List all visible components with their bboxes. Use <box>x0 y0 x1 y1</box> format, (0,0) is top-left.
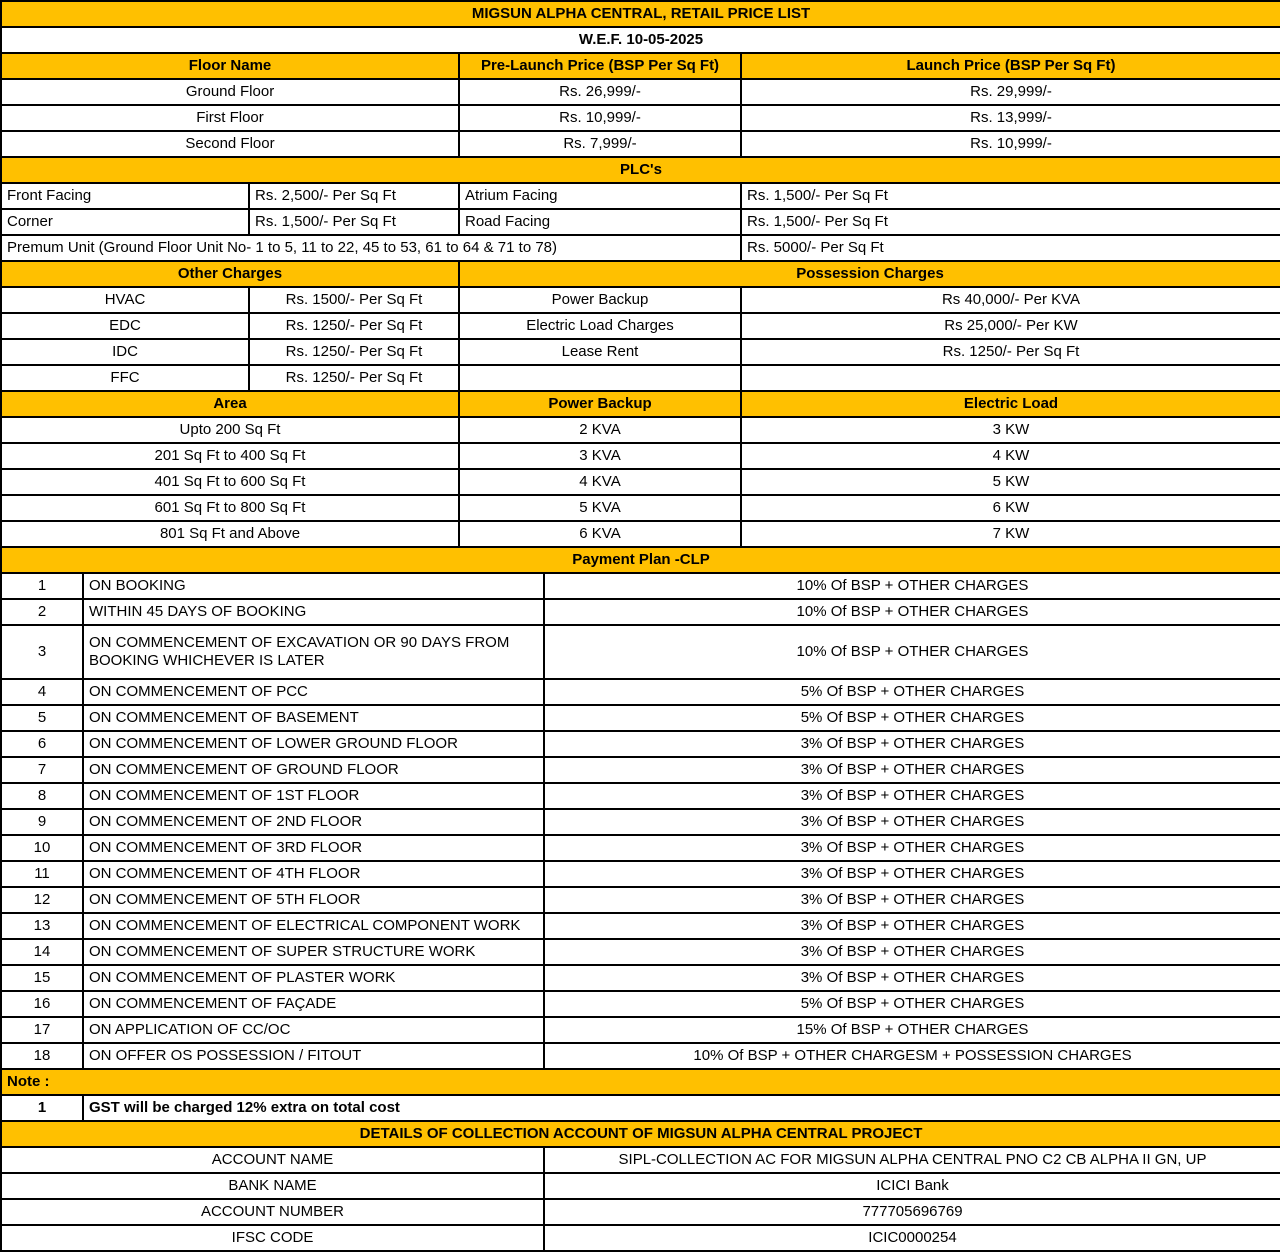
cell-payment-desc: ON COMMENCEMENT OF GROUND FLOOR <box>83 757 544 783</box>
table-row <box>1 365 1280 391</box>
payment-row <box>1 861 1280 887</box>
payment-row <box>1 705 1280 731</box>
cell-plc-label: Corner <box>1 209 249 235</box>
wef-row <box>1 27 1280 53</box>
title-row <box>1 1 1280 27</box>
cell-payment-no: 15 <box>1 965 83 991</box>
cell-kw: 4 KW <box>741 443 1280 469</box>
cell-payment-desc: ON COMMENCEMENT OF PCC <box>83 679 544 705</box>
cell-payment-no: 18 <box>1 1043 83 1069</box>
cell-charge-label: EDC <box>1 313 249 339</box>
cell-payment-no: 6 <box>1 731 83 757</box>
cell-pre-launch-price: Rs. 26,999/- <box>459 79 741 105</box>
cell-floor-name: First Floor <box>1 105 459 131</box>
cell-payment-desc: ON COMMENCEMENT OF BASEMENT <box>83 705 544 731</box>
cell-possession-label: Power Backup <box>459 287 741 313</box>
account-row <box>1 1173 1280 1199</box>
payment-row <box>1 1043 1280 1069</box>
cell-payment-no: 1 <box>1 573 83 599</box>
cell-kw: 5 KW <box>741 469 1280 495</box>
floor-header-row <box>1 53 1280 79</box>
payment-row <box>1 731 1280 757</box>
cell-payment-no: 4 <box>1 679 83 705</box>
cell-area: 201 Sq Ft to 400 Sq Ft <box>1 443 459 469</box>
payment-row <box>1 835 1280 861</box>
cell-payment-value: 10% Of BSP + OTHER CHARGES <box>544 573 1280 599</box>
table-row <box>1 209 1280 235</box>
payment-row <box>1 573 1280 599</box>
cell-payment-value: 10% Of BSP + OTHER CHARGES <box>544 599 1280 625</box>
cell-payment-no: 9 <box>1 809 83 835</box>
cell-payment-no: 13 <box>1 913 83 939</box>
cell-payment-desc: ON COMMENCEMENT OF 3RD FLOOR <box>83 835 544 861</box>
cell-payment-no: 11 <box>1 861 83 887</box>
table-row <box>1 469 1280 495</box>
cell-plc-price: Rs. 1,500/- Per Sq Ft <box>741 209 1280 235</box>
cell-payment-desc: ON COMMENCEMENT OF PLASTER WORK <box>83 965 544 991</box>
payment-row <box>1 679 1280 705</box>
table-row <box>1 495 1280 521</box>
table-row <box>1 313 1280 339</box>
cell-charge-value: Rs. 1500/- Per Sq Ft <box>249 287 459 313</box>
table-row <box>1 417 1280 443</box>
cell-payment-no: 16 <box>1 991 83 1017</box>
cell-payment-no: 10 <box>1 835 83 861</box>
cell-plc-price: Rs. 1,500/- Per Sq Ft <box>249 209 459 235</box>
payment-row <box>1 599 1280 625</box>
wef-date: W.E.F. 10-05-2025 <box>1 27 1280 53</box>
plc-header-row <box>1 157 1280 183</box>
cell-payment-desc: ON COMMENCEMENT OF ELECTRICAL COMPONENT WORK <box>83 913 544 939</box>
section-header-collection-account: DETAILS OF COLLECTION ACCOUNT OF MIGSUN ALPHA CENTRAL PROJECT <box>1 1121 1280 1147</box>
cell-possession-value <box>741 365 1280 391</box>
cell-payment-desc: ON OFFER OS POSSESSION / FITOUT <box>83 1043 544 1069</box>
cell-payment-value: 3% Of BSP + OTHER CHARGES <box>544 965 1280 991</box>
cell-payment-desc: ON COMMENCEMENT OF 5TH FLOOR <box>83 887 544 913</box>
payment-row <box>1 757 1280 783</box>
cell-payment-value: 3% Of BSP + OTHER CHARGES <box>544 913 1280 939</box>
cell-payment-value: 3% Of BSP + OTHER CHARGES <box>544 731 1280 757</box>
note-header-row <box>1 1069 1280 1095</box>
cell-payment-value: 3% Of BSP + OTHER CHARGES <box>544 835 1280 861</box>
cell-payment-no: 17 <box>1 1017 83 1043</box>
cell-floor-name: Ground Floor <box>1 79 459 105</box>
cell-plc-price: Rs. 2,500/- Per Sq Ft <box>249 183 459 209</box>
account-row <box>1 1225 1280 1251</box>
table-row <box>1 287 1280 313</box>
col-header-floor-name: Floor Name <box>1 53 459 79</box>
cell-possession-label <box>459 365 741 391</box>
section-header-possession-charges: Possession Charges <box>459 261 1280 287</box>
cell-premium-unit-label: Premum Unit (Ground Floor Unit No- 1 to 5, 11 to 22, 45 to 53, 61 to 64 & 71 to 78) <box>1 235 741 261</box>
cell-launch-price: Rs. 13,999/- <box>741 105 1280 131</box>
cell-payment-no: 8 <box>1 783 83 809</box>
section-header-other-charges: Other Charges <box>1 261 459 287</box>
cell-payment-value: 10% Of BSP + OTHER CHARGES <box>544 625 1280 679</box>
payment-row <box>1 1017 1280 1043</box>
cell-payment-value: 5% Of BSP + OTHER CHARGES <box>544 991 1280 1017</box>
table-row <box>1 521 1280 547</box>
cell-kva: 4 KVA <box>459 469 741 495</box>
cell-premium-unit-price: Rs. 5000/- Per Sq Ft <box>741 235 1280 261</box>
cell-payment-desc: ON APPLICATION OF CC/OC <box>83 1017 544 1043</box>
cell-payment-no: 14 <box>1 939 83 965</box>
premium-unit-row <box>1 235 1280 261</box>
cell-plc-label: Road Facing <box>459 209 741 235</box>
cell-area: 801 Sq Ft and Above <box>1 521 459 547</box>
cell-payment-desc: ON COMMENCEMENT OF 2ND FLOOR <box>83 809 544 835</box>
cell-payment-no: 12 <box>1 887 83 913</box>
cell-plc-label: Atrium Facing <box>459 183 741 209</box>
cell-possession-label: Lease Rent <box>459 339 741 365</box>
cell-payment-value: 3% Of BSP + OTHER CHARGES <box>544 783 1280 809</box>
payment-row <box>1 783 1280 809</box>
cell-account-value: 777705696769 <box>544 1199 1280 1225</box>
cell-possession-label: Electric Load Charges <box>459 313 741 339</box>
cell-payment-value: 3% Of BSP + OTHER CHARGES <box>544 861 1280 887</box>
account-header-row <box>1 1121 1280 1147</box>
cell-account-value: SIPL-COLLECTION AC FOR MIGSUN ALPHA CENTRAL PNO C2 CB ALPHA II GN, UP <box>544 1147 1280 1173</box>
cell-charge-value: Rs. 1250/- Per Sq Ft <box>249 339 459 365</box>
account-row <box>1 1199 1280 1225</box>
cell-kva: 5 KVA <box>459 495 741 521</box>
section-header-note: Note : <box>1 1069 1280 1095</box>
area-header-row <box>1 391 1280 417</box>
cell-launch-price: Rs. 10,999/- <box>741 131 1280 157</box>
payment-row <box>1 809 1280 835</box>
page-title: MIGSUN ALPHA CENTRAL, RETAIL PRICE LIST <box>1 1 1280 27</box>
cell-account-label: ACCOUNT NAME <box>1 1147 544 1173</box>
cell-pre-launch-price: Rs. 10,999/- <box>459 105 741 131</box>
col-header-pre-launch-price: Pre-Launch Price (BSP Per Sq Ft) <box>459 53 741 79</box>
payment-row <box>1 965 1280 991</box>
cell-account-label: BANK NAME <box>1 1173 544 1199</box>
cell-payment-value: 3% Of BSP + OTHER CHARGES <box>544 887 1280 913</box>
cell-area: 601 Sq Ft to 800 Sq Ft <box>1 495 459 521</box>
table-row <box>1 79 1280 105</box>
cell-kw: 7 KW <box>741 521 1280 547</box>
cell-payment-desc: ON COMMENCEMENT OF EXCAVATION OR 90 DAYS FROM BOOKING WHICHEVER IS LATER <box>83 625 544 679</box>
payment-row <box>1 939 1280 965</box>
cell-plc-price: Rs. 1,500/- Per Sq Ft <box>741 183 1280 209</box>
cell-payment-value: 15% Of BSP + OTHER CHARGES <box>544 1017 1280 1043</box>
cell-pre-launch-price: Rs. 7,999/- <box>459 131 741 157</box>
col-header-electric-load: Electric Load <box>741 391 1280 417</box>
cell-charge-value: Rs. 1250/- Per Sq Ft <box>249 365 459 391</box>
cell-kva: 6 KVA <box>459 521 741 547</box>
table-row <box>1 105 1280 131</box>
cell-payment-desc: ON COMMENCEMENT OF 1ST FLOOR <box>83 783 544 809</box>
table-row <box>1 131 1280 157</box>
cell-payment-value: 3% Of BSP + OTHER CHARGES <box>544 809 1280 835</box>
cell-possession-value: Rs 25,000/- Per KW <box>741 313 1280 339</box>
cell-charge-label: FFC <box>1 365 249 391</box>
col-header-launch-price: Launch Price (BSP Per Sq Ft) <box>741 53 1280 79</box>
col-header-area: Area <box>1 391 459 417</box>
cell-payment-desc: ON COMMENCEMENT OF LOWER GROUND FLOOR <box>83 731 544 757</box>
cell-note-no: 1 <box>1 1095 83 1121</box>
cell-payment-desc: ON COMMENCEMENT OF SUPER STRUCTURE WORK <box>83 939 544 965</box>
cell-payment-no: 3 <box>1 625 83 679</box>
cell-payment-no: 5 <box>1 705 83 731</box>
account-row <box>1 1147 1280 1173</box>
cell-plc-label: Front Facing <box>1 183 249 209</box>
cell-payment-no: 7 <box>1 757 83 783</box>
cell-account-label: IFSC CODE <box>1 1225 544 1251</box>
cell-charge-value: Rs. 1250/- Per Sq Ft <box>249 313 459 339</box>
payment-row <box>1 991 1280 1017</box>
cell-kw: 3 KW <box>741 417 1280 443</box>
cell-payment-desc: ON COMMENCEMENT OF 4TH FLOOR <box>83 861 544 887</box>
cell-kva: 2 KVA <box>459 417 741 443</box>
payment-row <box>1 913 1280 939</box>
section-header-payment-plan: Payment Plan -CLP <box>1 547 1280 573</box>
cell-payment-desc: ON COMMENCEMENT OF FAÇADE <box>83 991 544 1017</box>
cell-payment-no: 2 <box>1 599 83 625</box>
cell-launch-price: Rs. 29,999/- <box>741 79 1280 105</box>
cell-charge-label: IDC <box>1 339 249 365</box>
section-header-plc: PLC's <box>1 157 1280 183</box>
table-row <box>1 339 1280 365</box>
cell-charge-label: HVAC <box>1 287 249 313</box>
cell-payment-value: 5% Of BSP + OTHER CHARGES <box>544 679 1280 705</box>
payment-plan-header-row <box>1 547 1280 573</box>
cell-area: Upto 200 Sq Ft <box>1 417 459 443</box>
cell-area: 401 Sq Ft to 600 Sq Ft <box>1 469 459 495</box>
table-row <box>1 443 1280 469</box>
payment-row <box>1 625 1280 679</box>
cell-payment-value: 5% Of BSP + OTHER CHARGES <box>544 705 1280 731</box>
cell-payment-desc: WITHIN 45 DAYS OF BOOKING <box>83 599 544 625</box>
cell-account-value: ICIC0000254 <box>544 1225 1280 1251</box>
note-row <box>1 1095 1280 1121</box>
cell-payment-value: 10% Of BSP + OTHER CHARGESM + POSSESSION CHARGES <box>544 1043 1280 1069</box>
cell-payment-desc: ON BOOKING <box>83 573 544 599</box>
cell-floor-name: Second Floor <box>1 131 459 157</box>
cell-note-text: GST will be charged 12% extra on total cost <box>83 1095 1280 1121</box>
cell-kva: 3 KVA <box>459 443 741 469</box>
cell-kw: 6 KW <box>741 495 1280 521</box>
cell-account-value: ICICI Bank <box>544 1173 1280 1199</box>
payment-row <box>1 887 1280 913</box>
cell-payment-value: 3% Of BSP + OTHER CHARGES <box>544 757 1280 783</box>
table-row <box>1 183 1280 209</box>
cell-possession-value: Rs. 1250/- Per Sq Ft <box>741 339 1280 365</box>
col-header-power-backup: Power Backup <box>459 391 741 417</box>
cell-account-label: ACCOUNT NUMBER <box>1 1199 544 1225</box>
charges-header-row <box>1 261 1280 287</box>
cell-payment-value: 3% Of BSP + OTHER CHARGES <box>544 939 1280 965</box>
cell-possession-value: Rs 40,000/- Per KVA <box>741 287 1280 313</box>
